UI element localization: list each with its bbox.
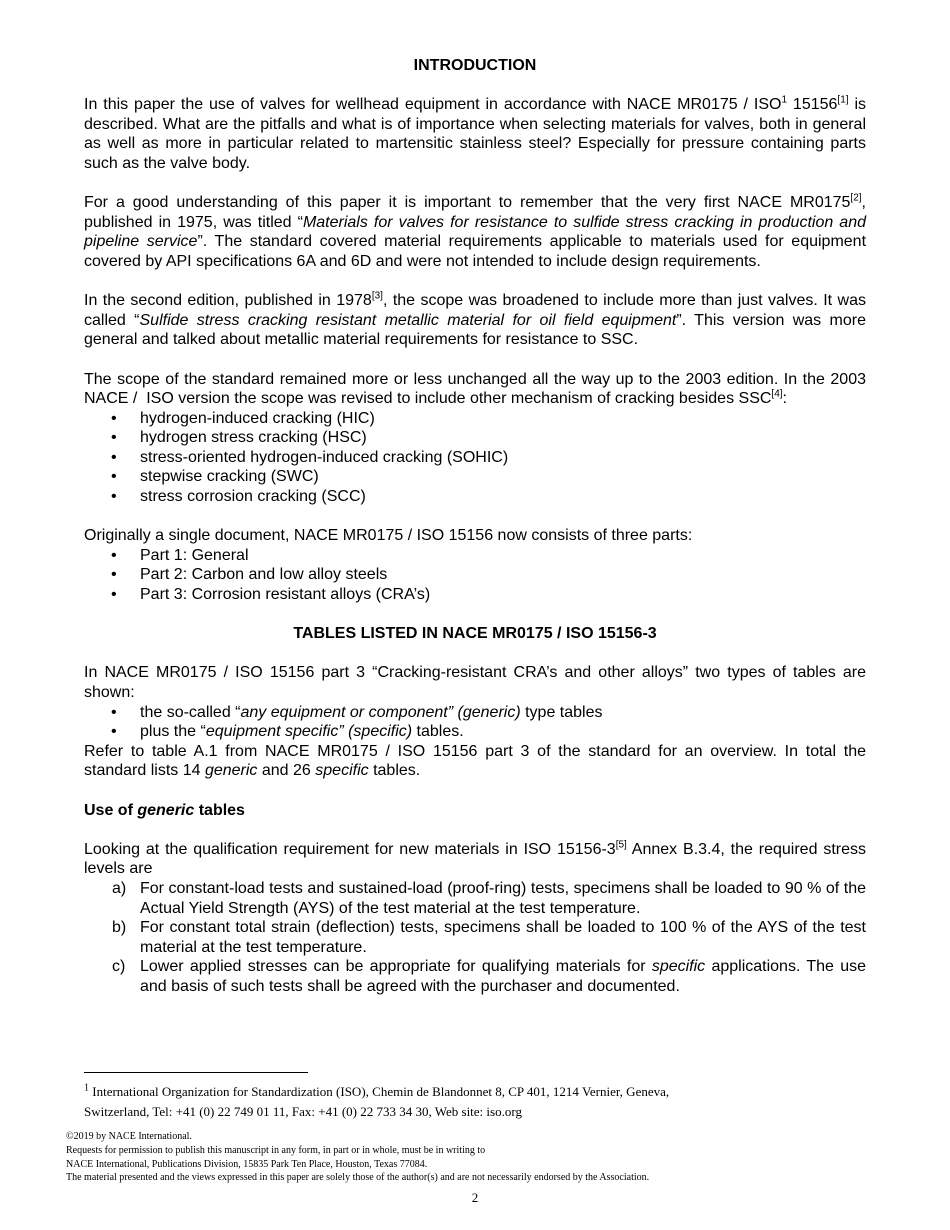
tables-heading: TABLES LISTED IN NACE MR0175 / ISO 15156-3 (293, 625, 657, 643)
generic-tables-heading: Use of generic tables (84, 801, 245, 819)
list-item: • hydrogen stress cracking (HSC) (111, 429, 367, 447)
footnote-ref[interactable]: 1 (781, 94, 788, 106)
list-item: • stepwise cracking (SWC) (111, 468, 319, 486)
cracking-mechanisms-list (84, 409, 866, 507)
tables-paragraph-1: In NACE MR0175 / ISO 15156 part 3 “Cracking-resistant CRA’s and other alloys” two types of tables are shown: (84, 664, 866, 701)
intro-paragraph-3: In the second edition, published in 1978[3], the scope was broadened to include more than just valves. It was called “Sulfide stress cracking resistant metallic material for oil field equipment”. This version was more general and talked about metallic material requirements for resistance to SSC. (84, 290, 866, 349)
standard-parts-list (84, 546, 866, 605)
intro-paragraph-1: In this paper the use of valves for wellhead equipment in accordance with NACE MR0175 / ISO$^1$ 15156[1] is described. What are the pitfalls and what is of importance when selecting materials for valves, both in general as well as more in particular related to martensitic stainless steel? Especially for pressure containing parts such as the valve body. (84, 94, 867, 172)
list-item: • stress corrosion cracking (SCC) (111, 488, 366, 506)
citation-ref[interactable]: [2] (850, 192, 862, 204)
list-item: c) Lower applied stresses can be appropriate for qualifying materials for specific applications. The use and basis of such tests shall be agreed with the purchaser and documented. (112, 958, 867, 995)
footnote-divider (84, 1072, 308, 1073)
intro-paragraph-2: For a good understanding of this paper it is important to remember that the very first NACE MR0175[2], published in 1975, was titled “Materials for valves for resistance to sulfide stress cracking in production and pipeline service”. The standard covered material requirements applicable to materials used for equipment covered by API specifications 6A and 6D and were not intended to include design requirements. (84, 192, 867, 270)
page-number: 2 (471, 1190, 479, 1205)
copyright-notice: ©2019 by NACE International. Requests for permission to publish this manuscript in any form, in part or in whole, must be in writing to NACE International, Publications Division, 15835 Park Ten Place, Houston, Texas 77084. The material presented and the views expressed in this paper are solely those of the author(s) and are not necessarily endorsed by the Association. (66, 1131, 650, 1184)
bullet-icon: • (111, 546, 117, 564)
citation-ref[interactable]: [3] (371, 290, 383, 302)
bullet-icon: • (111, 448, 117, 466)
bullet-icon: • (111, 566, 117, 584)
intro-paragraph-4: The scope of the standard remained more or less unchanged all the way up to the 2003 edition. In the 2003 NACE / ISO version the scope was revised to include other mechanism of cracking besides SSC[4]: (84, 370, 866, 408)
tables-paragraph-2: Refer to table A.1 from NACE MR0175 / ISO 15156 part 3 of the standard for an overview. In total the standard lists 14 generic and 26 specific tables. (84, 742, 866, 780)
citation-ref[interactable]: [4] (771, 388, 783, 400)
list-item: • Part 3: Corrosion resistant alloys (CRA’s) (111, 586, 431, 604)
bullet-icon: • (111, 488, 117, 506)
list-item: b) For constant total strain (deflection) tests, specimens shall be loaded to 100 % of the AYS of the test material at the test temperature. (112, 919, 866, 956)
list-item: • stress-oriented hydrogen-induced cracking (SOHIC) (111, 448, 509, 466)
stress-level-list (84, 879, 866, 997)
table-types-list (84, 703, 866, 742)
citation-ref[interactable]: [5] (615, 839, 627, 851)
list-item: • hydrogen-induced cracking (HIC) (111, 409, 375, 427)
list-item: • Part 1: General (111, 546, 249, 564)
bullet-icon: • (111, 409, 117, 427)
bullet-icon: • (111, 723, 117, 741)
bullet-icon: • (111, 703, 117, 721)
generic-paragraph-1: Looking at the qualification requirement for new materials in ISO 15156-3[5] Annex B.3.4, the required stress levels are (84, 839, 866, 878)
bullet-icon: • (111, 468, 117, 486)
footnote: $^1$ International Organization for Standardization (ISO), Chemin de Blandonnet 8, CP 401, 1214 Vernier, Geneva, Switzerland, Tel: +41 (0) 22 749 01 11, Fax: +41 (0) 22 733 34 30, Web site: iso.org (84, 1082, 670, 1119)
introduction-heading: INTRODUCTION (413, 57, 537, 74)
bullet-icon: • (111, 429, 117, 447)
list-item: a) For constant-load tests and sustained-load (proof-ring) tests, specimens shall be loaded to 90 % of the Actual Yield Strength (AYS) of the test material at the test temperature. (112, 879, 866, 917)
intro-paragraph-5: Originally a single document, NACE MR0175 / ISO 15156 now consists of three parts: (84, 527, 693, 545)
bullet-icon: • (111, 586, 117, 604)
list-item: • plus the “equipment specific” (specific) tables. (111, 723, 464, 741)
citation-ref[interactable]: [1] (837, 94, 849, 106)
page-body (84, 56, 866, 997)
list-item: • the so-called “any equipment or component” (generic) type tables (111, 703, 603, 721)
list-item: • Part 2: Carbon and low alloy steels (111, 566, 388, 584)
